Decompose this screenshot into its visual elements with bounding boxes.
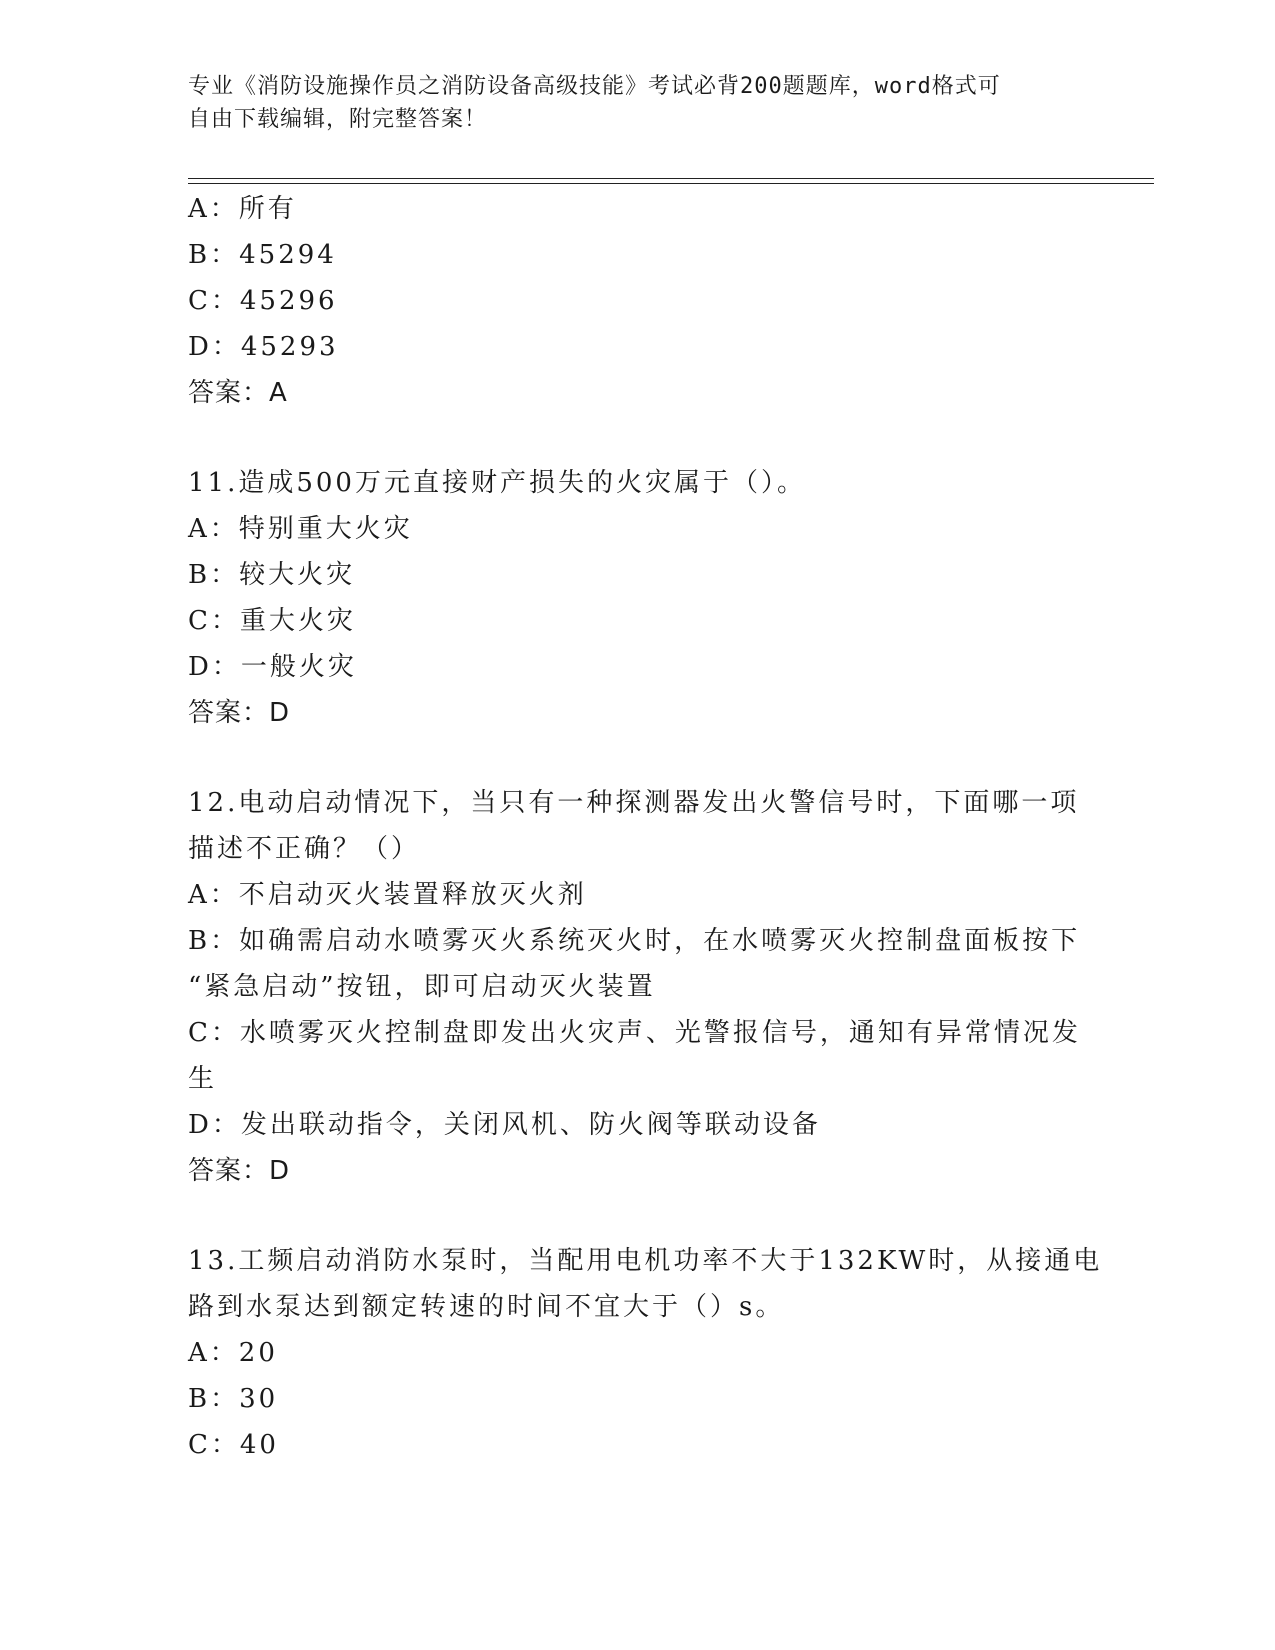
question-text: 11.造成500万元直接财产损失的火灾属于（）。 — [188, 468, 806, 498]
question-12 — [188, 780, 1088, 1194]
question-text-line-1: 12.电动启动情况下，当只有一种探测器发出火警信号时，下面哪一项 — [188, 788, 1080, 818]
spacer — [188, 1194, 1088, 1238]
option-a: A：不启动灭火装置释放灭火剂 — [188, 880, 587, 910]
header-rule-top — [188, 178, 1154, 179]
option-b: B：45294 — [188, 240, 337, 270]
answer-line: 答案：D — [188, 698, 291, 728]
question-text-line-1: 13.工频启动消防水泵时，当配用电机功率不大于132KW时，从接通电 — [188, 1246, 1103, 1276]
spacer — [188, 736, 1088, 780]
spacer — [188, 416, 1088, 460]
option-a: A：所有 — [188, 194, 297, 224]
header-rule-bottom — [188, 183, 1154, 184]
option-b-line-1: B：如确需启动水喷雾灭火系统灭火时，在水喷雾灭火控制盘面板按下 — [188, 926, 1081, 956]
option-a: A：特别重大火灾 — [188, 514, 413, 544]
option-d: D：45293 — [188, 332, 339, 362]
option-c-line-1: C：水喷雾灭火控制盘即发出火灾声、光警报信号，通知有异常情况发 — [188, 1018, 1081, 1048]
header-line-1: 专业《消防设施操作员之消防设备高级技能》考试必背200题题库，word格式可 — [188, 74, 1001, 99]
answer-line: 答案：D — [188, 1156, 291, 1186]
option-b: B：30 — [188, 1384, 279, 1414]
answer-line: 答案：A — [188, 378, 288, 408]
option-d: D：发出联动指令，关闭风机、防火阀等联动设备 — [188, 1110, 821, 1140]
document-header — [188, 70, 1088, 136]
option-b-line-2: “紧急启动”按钮，即可启动灭火装置 — [188, 972, 656, 1002]
question-10 — [188, 186, 1088, 416]
option-c: C：40 — [188, 1430, 279, 1460]
question-list — [188, 186, 1103, 1468]
option-b: B：较大火灾 — [188, 560, 356, 590]
option-c: C：重大火灾 — [188, 606, 356, 636]
question-13 — [188, 1238, 1103, 1468]
option-a: A：20 — [188, 1338, 278, 1368]
option-c: C：45296 — [188, 286, 338, 316]
header-line-2: 自由下载编辑，附完整答案！ — [188, 107, 488, 132]
question-text-line-2: 描述不正确？（） — [188, 834, 421, 864]
option-c-line-2: 生 — [188, 1064, 218, 1094]
question-text-line-2: 路到水泵达到额定转速的时间不宜大于（）s。 — [188, 1292, 785, 1322]
option-d: D：一般火灾 — [188, 652, 357, 682]
question-11 — [188, 460, 1088, 736]
